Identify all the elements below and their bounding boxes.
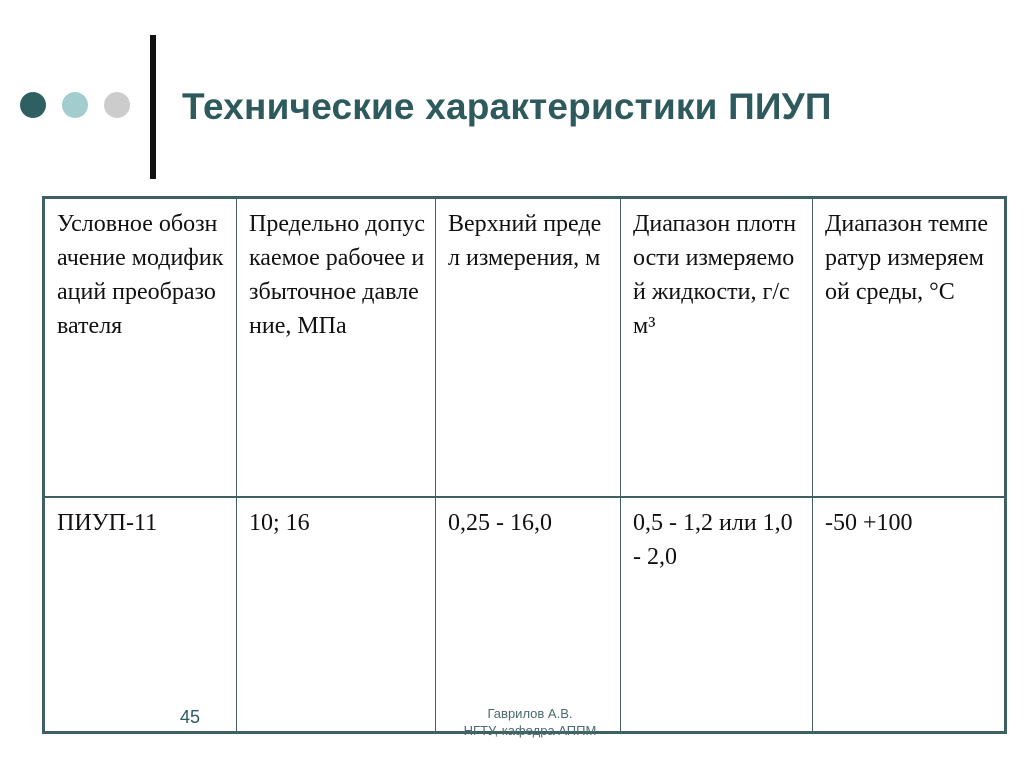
cell-temperature-range: -50 +100 <box>813 497 1006 733</box>
bullet-dot-light <box>62 92 88 118</box>
cell-upper-limit: 0,25 - 16,0 <box>436 497 621 733</box>
slide-title: Технические характеристики ПИУП <box>182 86 832 127</box>
header-cell-upper-limit: Верхний предел измерения, м <box>436 198 621 497</box>
footer-line-author: Гаврилов А.В. <box>487 706 573 721</box>
slide-number: 45 <box>180 707 201 727</box>
table-row <box>44 497 1006 733</box>
cell-pressure: 10; 16 <box>237 497 436 733</box>
cell-density-range: 0,5 - 1,2 или 1,0 - 2,0 <box>621 497 813 733</box>
header-cell-pressure: Предельно допускаемое рабочее избыточное давление, МПа <box>237 198 436 497</box>
header-cell-temperature-range: Диапазон температур измеряемой среды, °С <box>813 198 1006 497</box>
footer-line-department: НГТУ, кафедра АППМ <box>463 723 597 738</box>
table-header-row <box>44 198 1006 497</box>
title-divider <box>150 35 156 179</box>
header-cell-designation: Условное обозначение модификаций преобразователя <box>44 198 237 497</box>
footer-author <box>430 705 630 739</box>
header-cell-density-range: Диапазон плотности измеряемой жидкости, г/см³ <box>621 198 813 497</box>
specifications-table <box>42 196 1007 734</box>
bullet-dot-gray <box>104 92 130 118</box>
cell-designation: ПИУП-11 <box>44 497 237 733</box>
bullet-dot-dark <box>20 92 46 118</box>
